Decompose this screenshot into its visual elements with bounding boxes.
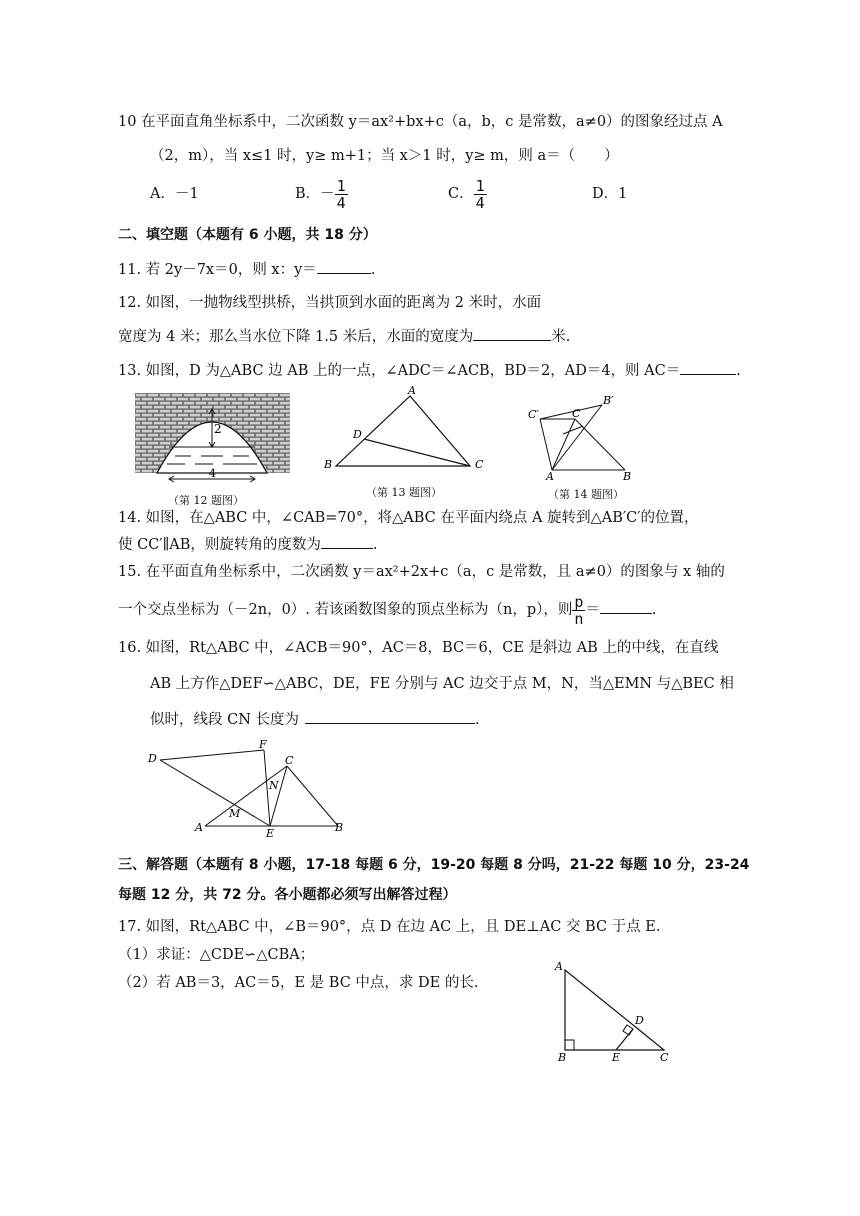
fig17-label-e: E bbox=[612, 1051, 621, 1064]
q10-option-c-fraction bbox=[474, 178, 487, 211]
fig16-label-a: A bbox=[195, 821, 203, 834]
fig12-caption: （第 12 题图） bbox=[168, 494, 244, 507]
q14-end: . bbox=[372, 537, 378, 553]
q10-option-b-fraction bbox=[335, 178, 348, 211]
q15-eq: ＝ bbox=[585, 602, 600, 618]
fig17-label-d: D bbox=[635, 1014, 644, 1027]
q10-option-b-numerator: 1 bbox=[336, 176, 346, 195]
fig12-width-label: 4 bbox=[209, 467, 216, 480]
q16-answer-blank bbox=[305, 709, 475, 724]
q12-answer-blank bbox=[473, 326, 551, 341]
q17-line1: 17. 如图，Rt△ABC 中，∠B＝90°，点 D 在边 AC 上，且 DE⊥AC 交 BC 于点 E. bbox=[118, 919, 661, 935]
q12-text: 宽度为 4 米；那么当水位下降 1.5 米后，水面的宽度为 bbox=[118, 329, 474, 345]
q15-frac-num: p bbox=[574, 592, 584, 611]
fig16-label-f: F bbox=[259, 738, 267, 751]
q10-option-d: D．1 bbox=[592, 186, 628, 202]
q15-line2 bbox=[118, 590, 657, 630]
fig16-label-m: M bbox=[229, 807, 241, 820]
fig12-arch-bridge bbox=[135, 393, 290, 483]
fig14-label-c: C bbox=[572, 407, 581, 420]
q11-text: 11. 若 2y－7x＝0，则 x：y＝ bbox=[118, 262, 317, 278]
fig13-label-c: C bbox=[475, 458, 484, 471]
fig13-triangle bbox=[320, 386, 490, 476]
q15-end: . bbox=[651, 602, 657, 618]
fig14-caption: （第 14 题图） bbox=[548, 488, 624, 501]
q16-text: 似时，线段 CN 长度为 bbox=[150, 712, 299, 728]
q10-option-c-numerator: 1 bbox=[475, 176, 485, 195]
fig17-label-a: A bbox=[555, 960, 563, 973]
fig14-label-c-prime: C′ bbox=[528, 408, 539, 421]
fig16-label-b: B bbox=[335, 821, 344, 834]
fig16-label-c: C bbox=[285, 754, 294, 767]
q14-line1: 14. 如图，在△ABC 中，∠CAB=70°，将△ABC 在平面内绕点 A 旋转到△AB′C′的位置， bbox=[118, 510, 699, 526]
q13 bbox=[118, 360, 741, 381]
q14-text: 使 CC′∥AB，则旋转角的度数为 bbox=[118, 537, 321, 553]
fig17-label-c: C bbox=[660, 1051, 669, 1064]
fig13-caption: （第 13 题图） bbox=[366, 486, 442, 499]
q10-option-b bbox=[295, 174, 348, 214]
q16-line2: AB 上方作△DEF∽△ABC，DE，FE 分别与 AC 边交于点 M，N，当△EMN 与△BEC 相 bbox=[150, 676, 734, 692]
fig14-rotation bbox=[525, 396, 635, 481]
q12-line1: 12. 如图，一抛物线型拱桥，当拱顶到水面的距离为 2 米时，水面 bbox=[118, 295, 542, 311]
q10-option-b-denominator: 4 bbox=[336, 193, 346, 212]
section3-line1: 三、解答题（本题有 8 小题，17-18 每题 6 分，19-20 每题 8 分吗，21-22 每题 10 分，23-24 bbox=[118, 857, 750, 873]
q17-part1: （1）求证：△CDE∽△CBA； bbox=[118, 947, 315, 963]
fig17-label-b: B bbox=[558, 1051, 567, 1064]
fig14-label-b-prime: B′ bbox=[603, 394, 614, 407]
q13-answer-blank bbox=[680, 360, 736, 375]
section2-title: 二、填空题（本题有 6 小题，共 18 分） bbox=[118, 227, 377, 243]
q10-option-c-denominator: 4 bbox=[475, 193, 485, 212]
q12-line2 bbox=[118, 326, 570, 347]
q16-end: . bbox=[475, 712, 480, 728]
fig14-label-a: A bbox=[546, 470, 554, 483]
q15-fraction bbox=[572, 594, 585, 627]
fig13-label-b: B bbox=[324, 458, 333, 471]
q16-line3 bbox=[150, 709, 480, 730]
fig13-label-a: A bbox=[408, 384, 416, 397]
q11-answer-blank bbox=[317, 259, 371, 274]
q15-line1: 15. 在平面直角坐标系中，二次函数 y＝ax²+2x+c（a，c 是常数，且 a≠0）的图象与 x 轴的 bbox=[118, 564, 725, 580]
q10-option-c-prefix: C． bbox=[448, 186, 474, 202]
q15-text: 一个交点坐标为（－2n，0）. 若该函数图象的顶点坐标为（n，p），则 bbox=[118, 602, 573, 618]
q13-end: . bbox=[736, 363, 741, 379]
fig17-right-triangle bbox=[552, 962, 682, 1066]
q12-end: 米. bbox=[551, 329, 571, 345]
q14-answer-blank bbox=[321, 534, 373, 549]
fig13-label-d: D bbox=[353, 428, 362, 441]
q14-line2 bbox=[118, 534, 378, 555]
fig16-label-d: D bbox=[148, 752, 157, 765]
q17-part2: （2）若 AB＝3，AC＝5，E 是 BC 中点，求 DE 的长. bbox=[118, 975, 479, 991]
q11 bbox=[118, 259, 375, 280]
fig14-label-b: B bbox=[623, 470, 632, 483]
q11-end: . bbox=[370, 262, 376, 278]
fig16-label-n: N bbox=[269, 779, 279, 792]
fig16-label-e: E bbox=[266, 827, 275, 840]
q10-line2: （2，m），当 x≤1 时，y≥ m+1；当 x＞1 时，y≥ m，则 a＝（ ） bbox=[150, 148, 619, 164]
q16-line1: 16. 如图，Rt△ABC 中，∠ACB＝90°，AC＝8，BC＝6，CE 是斜边 AB 上的中线，在直线 bbox=[118, 640, 719, 656]
fig12-height-label: 2 bbox=[214, 422, 222, 436]
q13-text: 13. 如图，D 为△ABC 边 AB 上的一点，∠ADC＝∠ACB，BD＝2，AD＝4，则 AC＝ bbox=[118, 363, 681, 379]
q10-option-b-prefix: B．－ bbox=[295, 186, 335, 202]
section3-line2: 每题 12 分，共 72 分。各小题都必须写出解答过程） bbox=[118, 887, 457, 903]
q15-answer-blank bbox=[600, 599, 652, 614]
fig16-similar-triangles bbox=[145, 738, 360, 838]
q10-option-a: A．－1 bbox=[150, 186, 199, 202]
q10-option-c bbox=[448, 174, 487, 214]
q15-frac-den: n bbox=[574, 609, 584, 628]
q10-line1: 10 在平面直角坐标系中，二次函数 y＝ax²+bx+c（a，b，c 是常数，a≠0）的图象经过点 A bbox=[118, 114, 723, 130]
